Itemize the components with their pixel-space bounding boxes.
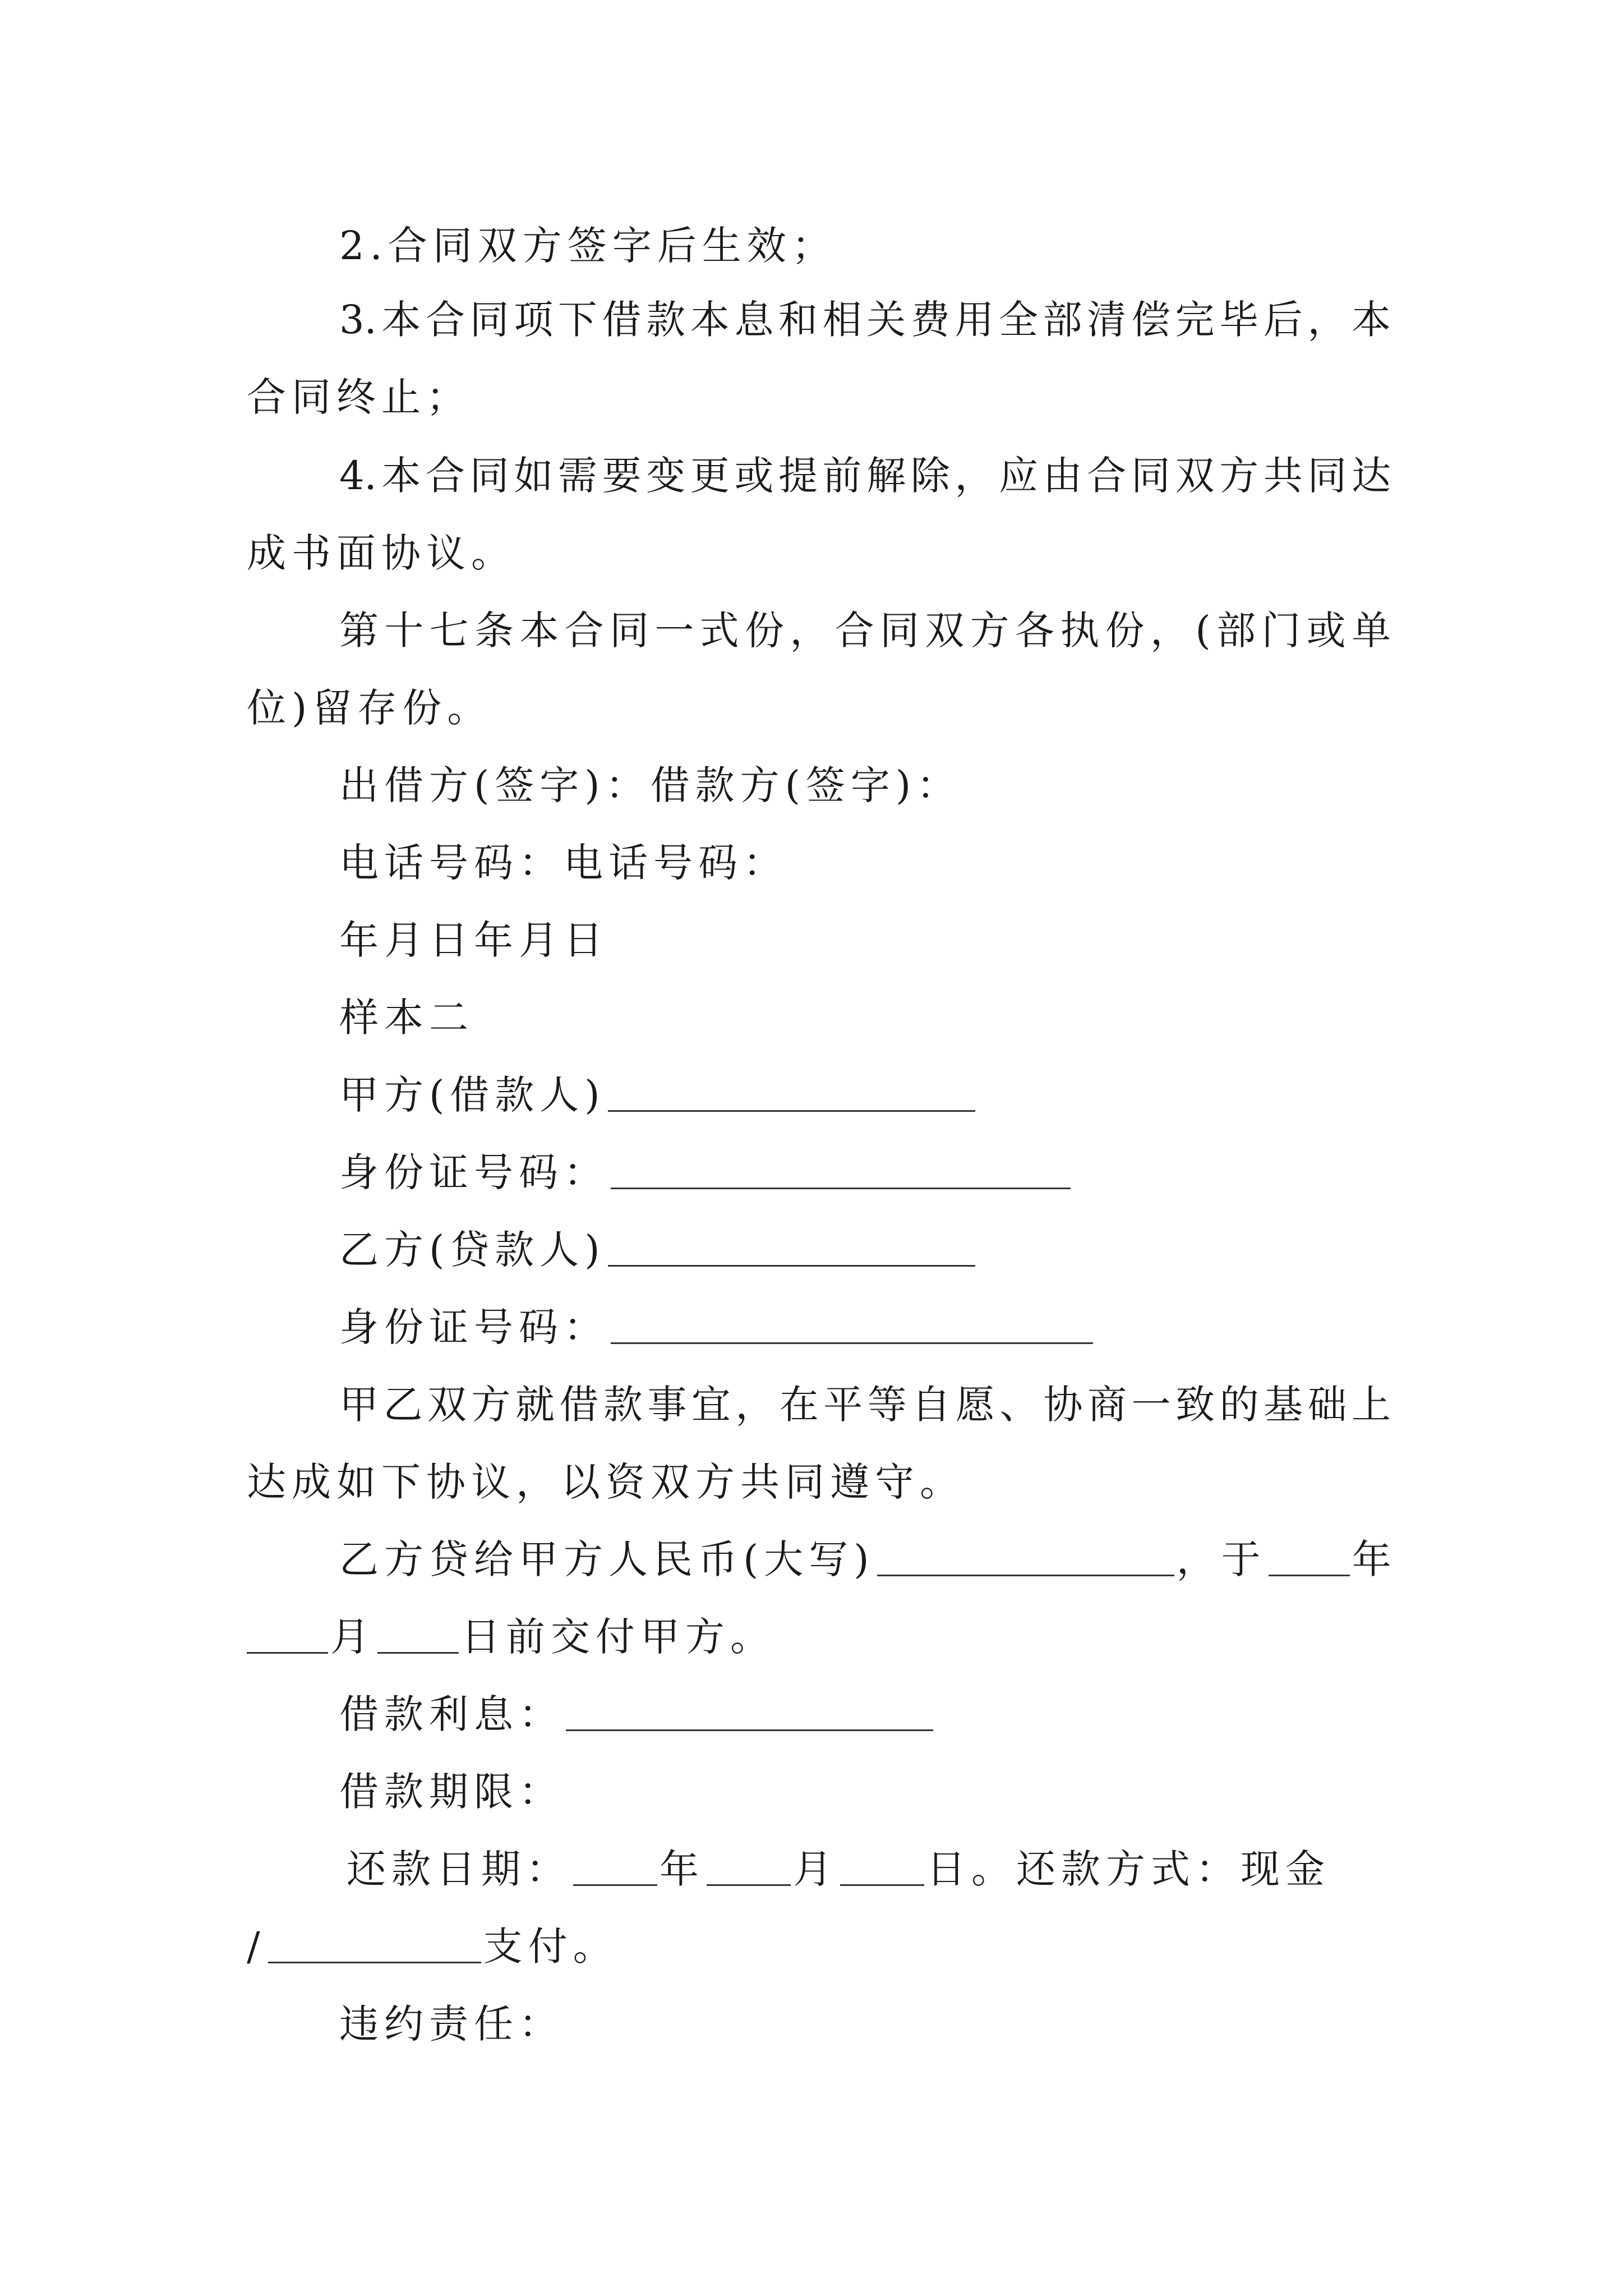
sample-two-heading: 样本二 — [339, 995, 474, 1041]
party-b-id-label: 身份证号码： — [339, 1304, 608, 1350]
repayment-date-label: 还款日期： — [347, 1846, 571, 1892]
agreement-intro: 甲乙双方就借款事宜，在平等自愿、协商一致的基础上 — [339, 1382, 1391, 1428]
loan-year-blank[interactable] — [1269, 1535, 1350, 1576]
interest-line — [339, 1687, 1391, 1741]
party-a-id-label: 身份证号码： — [339, 1149, 608, 1195]
party-b-label: 乙方(贷款人) — [339, 1227, 606, 1273]
date-line: 年月日年月日 — [339, 917, 608, 963]
repay-month-blank[interactable] — [707, 1845, 791, 1886]
repayment-method-label: 日。还款方式：现金 — [926, 1846, 1330, 1892]
article-17-cont: 位)留存份。 — [247, 685, 492, 731]
party-b-id-blank[interactable] — [611, 1303, 1093, 1344]
clause-4-cont: 成书面协议。 — [247, 530, 516, 576]
agreement-intro-cont: 达成如下协议，以资双方共同遵守。 — [247, 1459, 965, 1505]
loan-day-blank[interactable] — [377, 1613, 459, 1654]
party-a-id-blank[interactable] — [611, 1148, 1071, 1189]
phone-line: 电话号码：电话号码： — [339, 840, 788, 886]
loan-on-label: ，于 — [1176, 1536, 1266, 1582]
signature-line: 出借方(签字)：借款方(签字)： — [339, 762, 962, 808]
party-b-blank[interactable] — [608, 1226, 975, 1267]
clause-3-cont: 合同终止； — [247, 374, 471, 420]
party-a-blank[interactable] — [608, 1071, 975, 1112]
payment-method-blank[interactable] — [268, 1922, 481, 1963]
repayment-line — [347, 1842, 1398, 1896]
article-17: 第十七条本合同一式份，合同双方各执份，(部门或单 — [339, 608, 1391, 654]
party-b-line — [339, 1223, 1391, 1277]
clause-2: 2.合同双方签字后生效； — [339, 223, 837, 269]
slash-label: / — [247, 1924, 266, 1970]
repay-year-label: 年 — [660, 1846, 704, 1892]
party-a-label: 甲方(借款人) — [339, 1072, 606, 1118]
term-line: 借款期限： — [339, 1769, 564, 1815]
clause-4: 4.本合同如需要变更或提前解除，应由合同双方共同达 — [339, 453, 1391, 499]
loan-amount-label: 乙方贷给甲方人民币(大写) — [339, 1536, 875, 1582]
loan-month-blank[interactable] — [247, 1613, 328, 1654]
loan-month-label: 月 — [330, 1614, 375, 1660]
party-a-line — [339, 1068, 1391, 1122]
interest-blank[interactable] — [566, 1690, 933, 1731]
repay-month-label: 月 — [793, 1846, 838, 1892]
interest-label: 借款利息： — [339, 1691, 564, 1737]
loan-year-label: 年 — [1352, 1536, 1397, 1582]
payment-label: 支付。 — [483, 1924, 618, 1970]
repay-day-blank[interactable] — [840, 1845, 924, 1886]
loan-delivery-label: 日前交付甲方。 — [461, 1614, 775, 1660]
loan-amount-line — [339, 1533, 1397, 1586]
loan-amount-blank[interactable] — [877, 1535, 1174, 1576]
payment-method-line — [247, 1920, 1391, 1973]
repay-year-blank[interactable] — [573, 1845, 657, 1886]
party-a-id-line — [339, 1145, 1391, 1199]
party-b-id-line — [339, 1300, 1391, 1354]
loan-date-line — [247, 1610, 1391, 1664]
breach-heading: 违约责任： — [339, 2001, 564, 2047]
clause-3: 3.本合同项下借款本息和相关费用全部清偿完毕后，本 — [339, 297, 1391, 343]
